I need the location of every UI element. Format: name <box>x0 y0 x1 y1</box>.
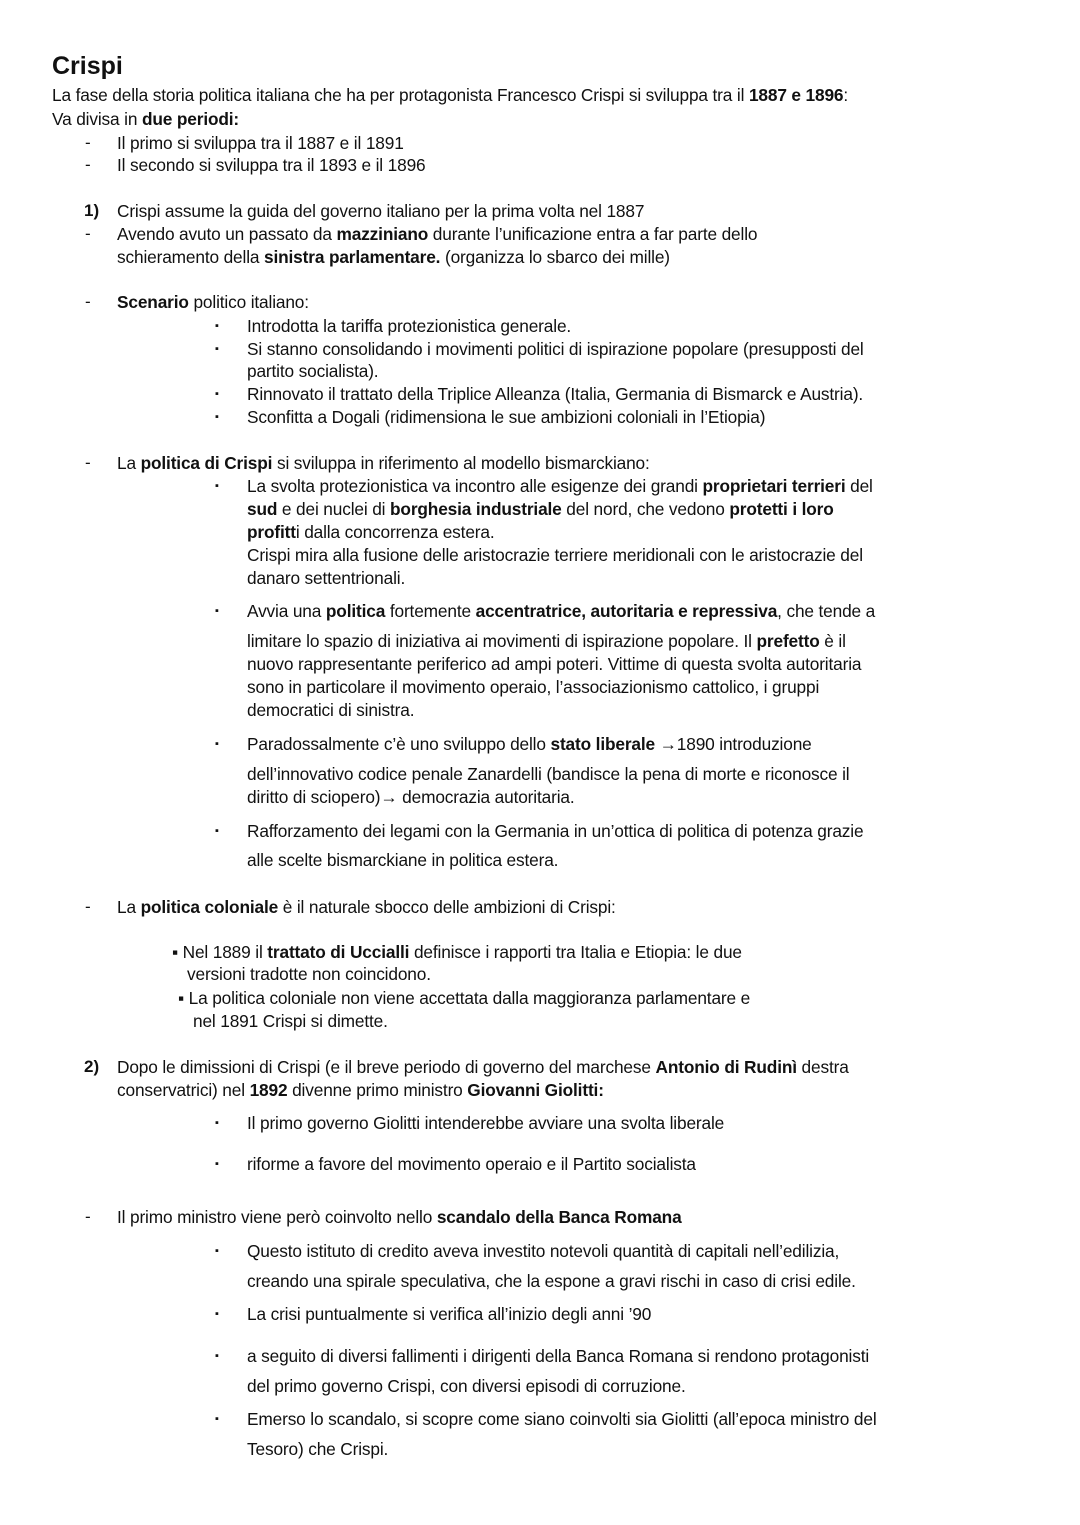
text-segment: è il naturale sbocco delle ambizioni di Crispi: <box>278 897 616 917</box>
bold-text: borghesia industriale <box>390 499 562 519</box>
page-title: Crispi <box>52 52 123 80</box>
bullet-dash: - <box>85 897 91 916</box>
bullet-square-icon: ▪ <box>215 480 219 492</box>
bullet-dash: - <box>85 453 91 472</box>
bullet-dash: - <box>85 155 91 174</box>
bullet-square-icon: ▪ <box>215 825 219 837</box>
bold-text: 1887 e 1896 <box>748 85 844 105</box>
text-segment: conservatrici) nel <box>117 1080 250 1100</box>
text-segment: a seguito di diversi fallimenti i dirigenti della Banca Romana si rendono protagonisti <box>247 1346 870 1366</box>
text-segment: e dei nuclei di <box>277 499 391 519</box>
text-segment: fortemente <box>385 601 476 621</box>
bullet-square-icon: ▪ <box>215 388 219 400</box>
bold-text: due periodi: <box>141 109 240 129</box>
text-segment: La svolta protezionistica va incontro alle esigenze dei grandi <box>247 476 703 496</box>
text-line <box>247 1375 686 1397</box>
text-segment: i dalla concorrenza estera. <box>295 522 495 542</box>
text-segment: si sviluppa in riferimento al modello bismarckiano: <box>272 453 650 473</box>
text-segment: schieramento della <box>117 247 265 267</box>
text-segment: Introdotta la tariffa protezionistica generale. <box>247 316 572 336</box>
text-segment: del nord, che vedono <box>561 499 730 519</box>
text-segment: Il primo governo Giolitti intenderebbe avviare una svolta liberale <box>247 1113 725 1133</box>
text-segment: destra <box>796 1057 849 1077</box>
bold-text: sud <box>247 499 278 519</box>
bold-text: mazziniano <box>336 224 429 244</box>
text-line <box>117 291 309 313</box>
text-line <box>247 315 571 337</box>
text-line <box>247 567 405 589</box>
text-line <box>247 544 863 566</box>
bold-text: protetti i loro <box>729 499 834 519</box>
text-segment: Paradossalmente c’è uno sviluppo dello <box>247 734 551 754</box>
text-segment: sono in particolare il movimento operaio, l’associazionismo cattolico, i gruppi <box>247 677 820 697</box>
bold-text: prefetto <box>756 631 820 651</box>
text-line <box>247 1408 877 1430</box>
text-segment: ▪ La politica coloniale non viene accettata dalla maggioranza parlamentare e <box>178 988 751 1008</box>
bullet-square-icon: ▪ <box>215 738 219 750</box>
text-segment: democratici di sinistra. <box>247 700 415 720</box>
text-line <box>52 84 848 106</box>
text-segment: alle scelte bismarckiane in politica estera. <box>247 850 559 870</box>
text-line <box>247 360 378 382</box>
text-segment: Il primo ministro viene però coinvolto nello <box>117 1207 437 1227</box>
text-segment: definisce i rapporti tra Italia e Etiopia: le due <box>409 942 742 962</box>
text-line <box>117 200 644 222</box>
text-line <box>117 1056 849 1078</box>
text-line <box>247 1112 724 1134</box>
bold-text: sinistra parlamentare. <box>264 247 441 267</box>
bold-text: scandalo della Banca Romana <box>436 1207 682 1227</box>
bullet-dash: - <box>85 224 91 243</box>
bullet-square-icon: ▪ <box>215 1158 219 1170</box>
text-line <box>247 475 873 497</box>
text-segment: Emerso lo scandalo, si scopre come siano coinvolti sia Giolitti (all’epoca ministro del <box>247 1409 877 1429</box>
text-segment: Si stanno consolidando i movimenti politici di ispirazione popolare (presupposti del <box>247 339 864 359</box>
bold-text: accentratrice, autoritaria e repressiva <box>475 601 778 621</box>
bold-text: profitt <box>247 522 296 542</box>
text-segment: Crispi assume la guida del governo italiano per la prima volta nel 1887 <box>117 201 645 221</box>
text-segment: ▪ Nel 1889 il <box>172 942 268 962</box>
text-line <box>247 338 864 360</box>
bullet-dash: - <box>85 1207 91 1226</box>
text-line <box>247 1270 856 1292</box>
text-segment: limitare lo spazio di iniziativa ai movimenti di ispirazione popolare. Il <box>247 631 757 651</box>
text-segment: La crisi puntualmente si verifica all’inizio degli anni ’90 <box>247 1304 652 1324</box>
text-segment: è il <box>819 631 846 651</box>
text-segment: versioni tradotte non coincidono. <box>187 964 431 984</box>
text-line <box>247 1240 839 1262</box>
text-segment: nel 1891 Crispi si dimette. <box>193 1011 388 1031</box>
text-line <box>247 733 812 755</box>
text-line <box>193 1010 388 1032</box>
text-segment: nuovo rappresentante periferico ad ampi poteri. Vittime di questa svolta autoritaria <box>247 654 862 674</box>
text-line <box>247 600 875 622</box>
bold-text: 1892 <box>249 1080 288 1100</box>
text-segment: Questo istituto di credito aveva investito notevoli quantità di capitali nell’edilizia, <box>247 1241 840 1261</box>
text-segment: diritto di sciopero)→ democrazia autoritaria. <box>247 787 575 807</box>
text-segment: riforme a favore del movimento operaio e il Partito socialista <box>247 1154 696 1174</box>
text-segment: Va divisa in <box>52 109 142 129</box>
text-line <box>247 653 861 675</box>
text-line <box>247 1303 651 1325</box>
text-segment: Rafforzamento dei legami con la Germania in un’ottica di politica di potenza grazie <box>247 821 864 841</box>
text-segment: danaro settentrionali. <box>247 568 406 588</box>
text-segment: divenne primo ministro <box>287 1080 468 1100</box>
text-segment: La <box>117 897 141 917</box>
text-line <box>117 246 670 268</box>
text-segment: →1890 introduzione <box>655 734 812 754</box>
text-line <box>247 820 863 842</box>
text-segment: Il primo si sviluppa tra il 1887 e il 1891 <box>117 133 404 153</box>
bold-text: politica di Crispi <box>140 453 273 473</box>
text-line <box>178 987 750 1009</box>
text-line <box>247 699 414 721</box>
text-line <box>247 406 765 428</box>
text-segment: del <box>845 476 873 496</box>
bold-text: stato liberale <box>550 734 655 754</box>
bold-text: Antonio di Rudinì <box>655 1057 797 1077</box>
text-segment: La <box>117 453 141 473</box>
bold-text: trattato di Uccialli <box>267 942 410 962</box>
text-line <box>247 849 558 871</box>
text-line <box>117 896 616 918</box>
text-line <box>117 154 426 176</box>
bullet-square-icon: ▪ <box>215 1117 219 1129</box>
text-line <box>187 963 431 985</box>
text-segment: Crispi mira alla fusione delle aristocrazie terriere meridionali con le aristocrazie del <box>247 545 863 565</box>
bold-text: politica coloniale <box>140 897 279 917</box>
list-number: 2) <box>84 1057 100 1076</box>
text-segment: : <box>843 85 849 105</box>
bold-text: politica <box>325 601 386 621</box>
text-line <box>247 521 495 543</box>
bullet-square-icon: ▪ <box>215 320 219 332</box>
bullet-square-icon: ▪ <box>215 1245 219 1257</box>
text-segment: dell’innovativo codice penale Zanardelli (bandisce la pena di morte e riconosce il <box>247 764 850 784</box>
text-segment: partito socialista). <box>247 361 379 381</box>
text-segment: Dopo le dimissioni di Crispi (e il breve periodo di governo del marchese <box>117 1057 656 1077</box>
text-line <box>117 223 757 245</box>
text-line <box>247 1345 869 1367</box>
bold-text: proprietari terrieri <box>702 476 846 496</box>
text-segment: Sconfitta a Dogali (ridimensiona le sue ambizioni coloniali in l’Etiopia) <box>247 407 766 427</box>
text-segment: , che tende a <box>777 601 876 621</box>
text-line <box>52 108 239 130</box>
text-segment: Tesoro) che Crispi. <box>247 1439 389 1459</box>
text-segment: Il secondo si sviluppa tra il 1893 e il 1896 <box>117 155 426 175</box>
text-line <box>117 1079 604 1101</box>
text-segment: Avendo avuto un passato da <box>117 224 337 244</box>
text-line <box>172 941 742 963</box>
bold-text: Giovanni Giolitti: <box>467 1080 604 1100</box>
text-segment: (organizza lo sbarco dei mille) <box>440 247 670 267</box>
text-segment: La fase della storia politica italiana che ha per protagonista Francesco Crispi si sviluppa tra il <box>52 85 749 105</box>
text-segment: del primo governo Crispi, con diversi episodi di corruzione. <box>247 1376 686 1396</box>
text-segment: politico italiano: <box>188 292 309 312</box>
bullet-square-icon: ▪ <box>215 1308 219 1320</box>
text-line <box>117 132 404 154</box>
text-segment: creando una spirale speculativa, che la espone a gravi rischi in caso di crisi edile. <box>247 1271 856 1291</box>
text-line <box>247 630 846 652</box>
text-line <box>247 1153 696 1175</box>
bold-text: Scenario <box>117 292 189 312</box>
bullet-dash: - <box>85 292 91 311</box>
text-line <box>117 1206 682 1228</box>
bullet-square-icon: ▪ <box>215 1350 219 1362</box>
text-line <box>247 1438 388 1460</box>
text-segment: Rinnovato il trattato della Triplice Alleanza (Italia, Germania di Bismarck e Austria). <box>247 384 864 404</box>
text-line <box>247 763 850 785</box>
text-line <box>247 383 863 405</box>
bullet-square-icon: ▪ <box>215 605 219 617</box>
text-line <box>247 676 819 698</box>
bullet-square-icon: ▪ <box>215 1413 219 1425</box>
list-number: 1) <box>84 201 100 220</box>
text-segment: Avvia una <box>247 601 326 621</box>
bullet-square-icon: ▪ <box>215 343 219 355</box>
text-segment: durante l’unificazione entra a far parte dello <box>428 224 758 244</box>
bullet-square-icon: ▪ <box>215 411 219 423</box>
text-line <box>247 786 575 808</box>
text-line <box>117 452 650 474</box>
text-line <box>247 498 834 520</box>
bullet-dash: - <box>85 133 91 152</box>
